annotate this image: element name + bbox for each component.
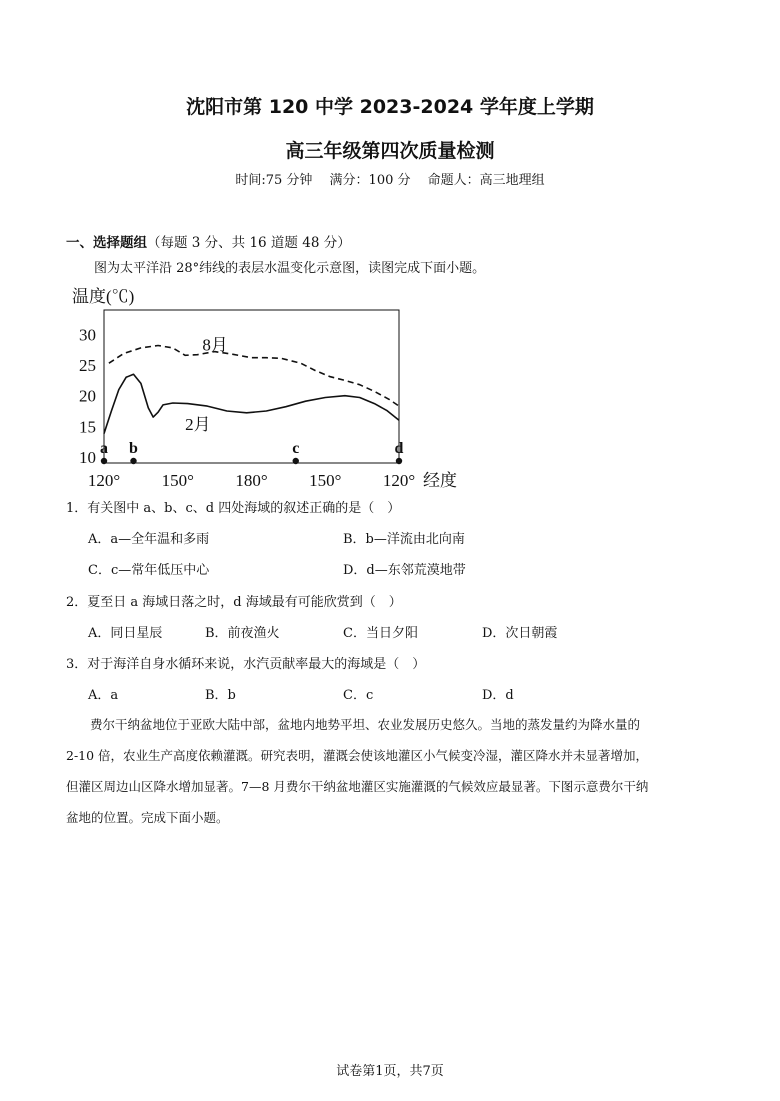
series-label-august: 8月 [202,335,228,355]
y-tick-label-25: 25 [79,356,96,376]
question-2-option-a[interactable]: A．同日星辰 [88,626,163,641]
passage-line-2: 2-10 倍，农业生产高度依赖灌溉。研究表明，灌溉会使该地灌区小气候变冷湿，灌区降水并未显著增加， [66,748,649,763]
question-3-option-a[interactable]: A．a [88,688,119,703]
point-label-d: d [394,440,404,457]
exam-meta: 时间:75 分钟 满分：100 分 命题人：高三地理组 [235,173,545,188]
x-tick-label-1: 150° [161,471,194,490]
series-label-february: 2月 [185,415,211,435]
x-tick-label-4: 120° [382,471,416,490]
section-heading [66,231,351,251]
point-marker-a [101,458,107,464]
series-line-february [104,374,399,433]
exam-subtitle: 高三年级第四次质量检测 [285,140,495,162]
point-label-c: c [292,440,300,457]
point-marker-b [130,458,136,464]
section-heading-title: 一、选择题组 [66,235,147,251]
question-1-option-d[interactable]: D．d—东邻荒漠地带 [343,563,466,578]
question-3-option-c[interactable]: C．c [343,688,374,703]
chart-intro: 图为太平洋沿 28°纬线的表层水温变化示意图，读图完成下面小题。 [94,261,486,276]
point-label-a: a [100,440,108,457]
question-3-option-b[interactable]: B．b [205,688,236,703]
x-tick-label-3: 150° [309,471,342,490]
question-1-option-a[interactable]: A．a—全年温和多雨 [88,532,210,547]
exam-title: 沈阳市第 120 中学 2023-2024 学年度上学期 [186,96,594,118]
question-2: 2．夏至日 a 海域日落之时，d 海域最有可能欣赏到（ ） [66,595,402,610]
question-2-option-b[interactable]: B．前夜渔火 [205,626,280,641]
y-tick-label-15: 15 [79,417,96,437]
question-1: 1．有关图中 a、b、c、d 四处海域的叙述正确的是（ ） [66,501,401,516]
x-axis-label: 经度 [423,471,457,490]
question-2-option-c[interactable]: C．当日夕阳 [343,626,418,641]
passage-line-1: 费尔干纳盆地位于亚欧大陆中部，盆地内地势平坦、农业发展历史悠久。当地的蒸发量约为降水量的 [90,717,641,732]
question-1-option-b[interactable]: B．b—洋流由北向南 [343,532,465,547]
passage-line-4: 盆地的位置。完成下面小题。 [66,810,229,825]
question-3: 3．对于海洋自身水循环来说，水汽贡献率最大的海域是（ ） [66,657,426,672]
y-tick-label-20: 20 [79,386,96,406]
passage-line-3: 但灌区周边山区降水增加显著。7—8 月费尔干纳盆地灌区实施灌溉的气候效应最显著。下图示意费尔干纳 [66,779,649,794]
section-heading-note: （每题 3 分、共 16 道题 48 分） [147,235,351,251]
sst-chart [66,280,457,490]
page-footer: 试卷第1页，共7页 [336,1064,444,1079]
question-2-option-d[interactable]: D．次日朝霞 [482,626,558,641]
x-tick-label-2: 180° [235,471,268,490]
point-marker-d [396,458,402,464]
plot-frame [104,310,399,463]
x-tick-label-0: 120° [87,471,121,490]
question-3-option-d[interactable]: D．d [482,688,514,703]
point-label-b: b [129,440,138,457]
y-axis-label: 温度(℃) [72,287,135,306]
y-tick-label-10: 10 [79,447,96,467]
y-tick-label-30: 30 [79,325,96,345]
question-1-option-c[interactable]: C．c—常年低压中心 [88,563,210,578]
point-marker-c [293,458,299,464]
